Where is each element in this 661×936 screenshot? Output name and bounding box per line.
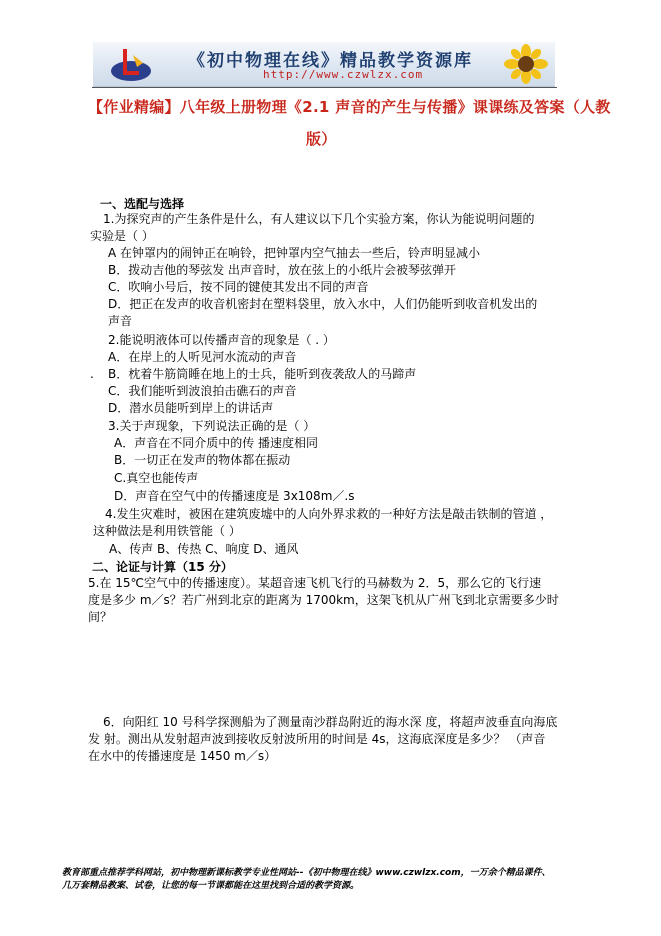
question-1-option-a: A 在钟罩内的闹钟正在响铃，把钟罩内空气抽去一些后，铃声明显减小 — [108, 246, 481, 260]
question-3-option-d: D．声音在空气中的传播速度是 3x108m／.s — [114, 489, 355, 503]
section-heading-choice: 一、选配与选择 — [100, 197, 185, 211]
question-3-option-c: C.真空也能传声 — [114, 471, 199, 485]
question-4-cont: 这种做法是利用铁管能（ ） — [93, 524, 241, 538]
question-4: 4.发生灾难时，被困在建筑废墟中的人向外界求救的一种好方法是敲击铁制的管道 ， — [105, 507, 553, 521]
question-5-cont2: 间？ — [88, 610, 113, 624]
site-logo-icon — [109, 45, 153, 83]
footer-line1: 教育部重点推荐学科网站，初中物理新课标教学专业性网站--《初中物理在线》www.czwlzx.com，一万余个精品课件、 — [62, 868, 551, 878]
question-1-option-d: D．把正在发声的收音机密封在塑料袋里，放入水中，人们仍能听到收音机发出的 — [108, 297, 538, 311]
question-6-cont2: 在水中的传播速度是 1450 m／s） — [88, 749, 277, 763]
sunflower-icon — [503, 44, 549, 84]
question-2-option-a: A．在岸上的人听见河水流动的声音 — [108, 350, 297, 364]
question-5-cont: 度是多少 m／s？若广州到北京的距离为 1700km，这架飞机从广州飞到北京需要多少时 — [88, 593, 559, 607]
question-1-option-b: B．拨动吉他的琴弦发 出声音时，放在弦上的小纸片会被琴弦弹开 — [108, 263, 457, 277]
question-1-cont: 实验是（ ） — [90, 229, 154, 243]
banner-url: http://www.czwlzx.com — [263, 68, 424, 81]
header-banner — [93, 42, 555, 87]
header-divider — [92, 87, 557, 88]
footer-line2: 几万套精品教案、试卷，让您的每一节课都能在这里找到合适的教学资源。 — [62, 881, 360, 891]
question-2-option-c: C．我们能听到波浪拍击礁石的声音 — [108, 384, 297, 398]
question-4-options: A、传声 B、传热 C、响度 D、通风 — [109, 542, 299, 556]
section-heading-calculation: 二、论证与计算（15 分） — [92, 560, 233, 574]
question-6: 6．向阳红 10 号科学探测船为了测量南沙群岛附近的海水深 度，将超声波垂直向海底 — [103, 715, 558, 729]
question-1: 1.为探究声的产生条件是什么，有人建议以下几个实验方案，你认为能说明问题的 — [103, 212, 535, 226]
question-2-option-b: B．枕着牛筋筒睡在地上的士兵，能听到夜袭敌人的马蹄声 — [108, 367, 417, 381]
question-2: 2.能说明液体可以传播声音的现象是（ . ） — [108, 333, 335, 347]
question-1-option-c: C．吹响小号后，按不同的键使其发出不同的声音 — [108, 280, 369, 294]
question-5: 5.在 15℃空气中的传播速度）。某超音速飞机飞行的马赫数为 2．5，那么它的飞行速 — [88, 576, 542, 590]
question-3: 3.关于声现象，下列说法正确的是（ ） — [108, 419, 316, 433]
question-1-option-d-cont: 声音 — [108, 314, 133, 328]
question-3-option-a: A．声音在不同介质中的传 播速度相同 — [114, 436, 319, 450]
question-2-option-d: D．潜水员能听到岸上的讲话声 — [108, 401, 274, 415]
document-title-line1: 【作业精编】八年级上册物理《2.1 声音的产生与传播》课课练及答案（人教 — [88, 98, 611, 116]
stray-dot: . — [90, 367, 94, 381]
question-6-cont: 发 射。测出从发射超声波到接收反射波所用的时间是 4s，这海底深度是多少？ （声音 — [88, 732, 546, 746]
question-3-option-b: B．一切正在发声的物体都在振动 — [114, 453, 291, 467]
banner-title: 《初中物理在线》精品教学资源库 — [188, 51, 473, 71]
document-title-line2: 版） — [306, 130, 337, 148]
